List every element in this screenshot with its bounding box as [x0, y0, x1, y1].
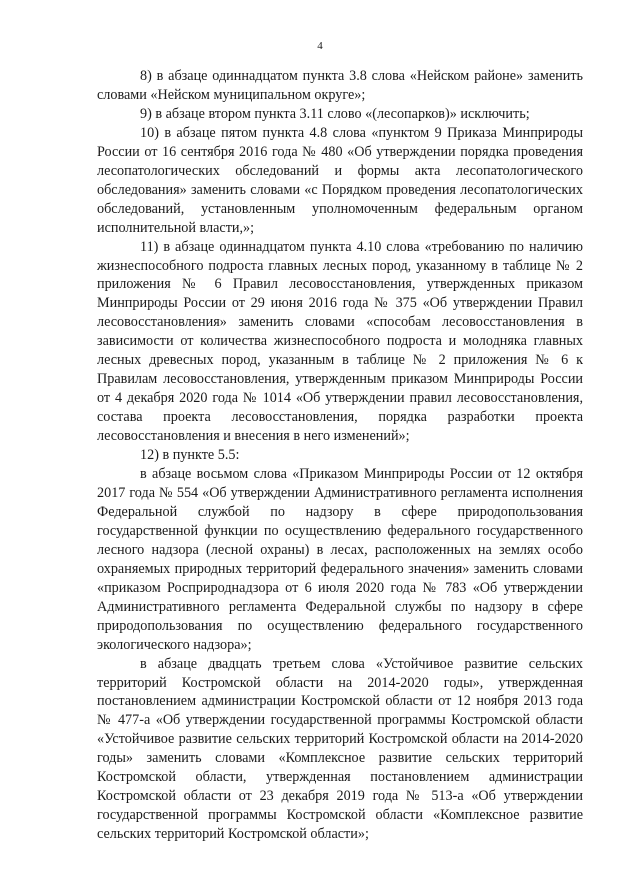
- page-number: 4: [317, 40, 323, 52]
- paragraph-item-11: 11) в абзаце одиннадцатом пункта 4.10 слова «требованию по наличию жизнеспособного подроста главных лесных пород, указанному в таблице № 2 приложения № 6 Правил лесовосстановления, утвержденных приказом Минприроды России от 29 июня 2016 года № 375 «Об утверждении Правил лесовосстановления» заменить словами «способам лесовосстановления в зависимости от количества жизнеспособного подроста и молодняка главных лесных древесных пород, указанным в таблице № 2 приложения № 6 к Правилам лесовосстановления, утвержденным приказом Минприроды России от 4 декабря 2020 года № 1014 «Об утверждении правил лесовосстановления, состава проекта лесовосстановления, порядка разработки проекта лесовосстановления и внесения в него изменений»;: [97, 238, 583, 445]
- paragraph-item-12: 12) в пункте 5.5:: [140, 447, 240, 464]
- paragraph-item-12-sub-1: в абзаце восьмом слова «Приказом Минприроды России от 12 октября 2017 года № 554 «Об утверждении Административного регламента исполнения Федеральной службой по надзору в сфере природопользования государственной функции по осуществлению федерального государственного лесного надзора (лесной охраны) в лесах, расположенных на землях особо охраняемых природных территорий федерального значения» заменить словами «приказом Росприроднадзора от 6 июля 2020 года № 783 «Об утверждении Административного регламента Федеральной службы по надзору в сфере природопользования по осуществлению федерального государственного экологического надзора»;: [97, 466, 583, 653]
- document-body: [97, 67, 583, 844]
- paragraph-item-10: 10) в абзаце пятом пункта 4.8 слова «пунктом 9 Приказа Минприроды России от 16 сентября 2016 года № 480 «Об утверждении порядка проведения лесопатологических обследований и формы акта лесопатологического обследования» заменить словами «с Порядком проведения лесопатологических обследований, установленным уполномоченным федеральным органом исполнительной власти,»;: [97, 124, 583, 236]
- paragraph-item-12-sub-2: в абзаце двадцать третьем слова «Устойчивое развитие сельских территорий Костромской области на 2014-2020 годы», утвержденная постановлением администрации Костромской области от 12 ноября 2013 года № 477-а «Об утверждении государственной программы Костромской области «Устойчивое развитие сельских территорий Костромской области на 2014-2020 годы» заменить словами «Комплексное развитие сельских территорий Костромской области, утвержденная постановлением администрации Костромской области от 23 декабря 2019 года № 513-а «Об утверждении государственной программы Костромской области «Комплексное развитие сельских территорий Костромской области»;: [97, 655, 583, 843]
- paragraph-item-9: 9) в абзаце втором пункта 3.11 слово «(лесопарков)» исключить;: [140, 105, 530, 122]
- paragraph-item-8: 8) в абзаце одиннадцатом пункта 3.8 слова «Нейском районе» заменить словами «Нейском муниципальном округе»;: [97, 68, 583, 103]
